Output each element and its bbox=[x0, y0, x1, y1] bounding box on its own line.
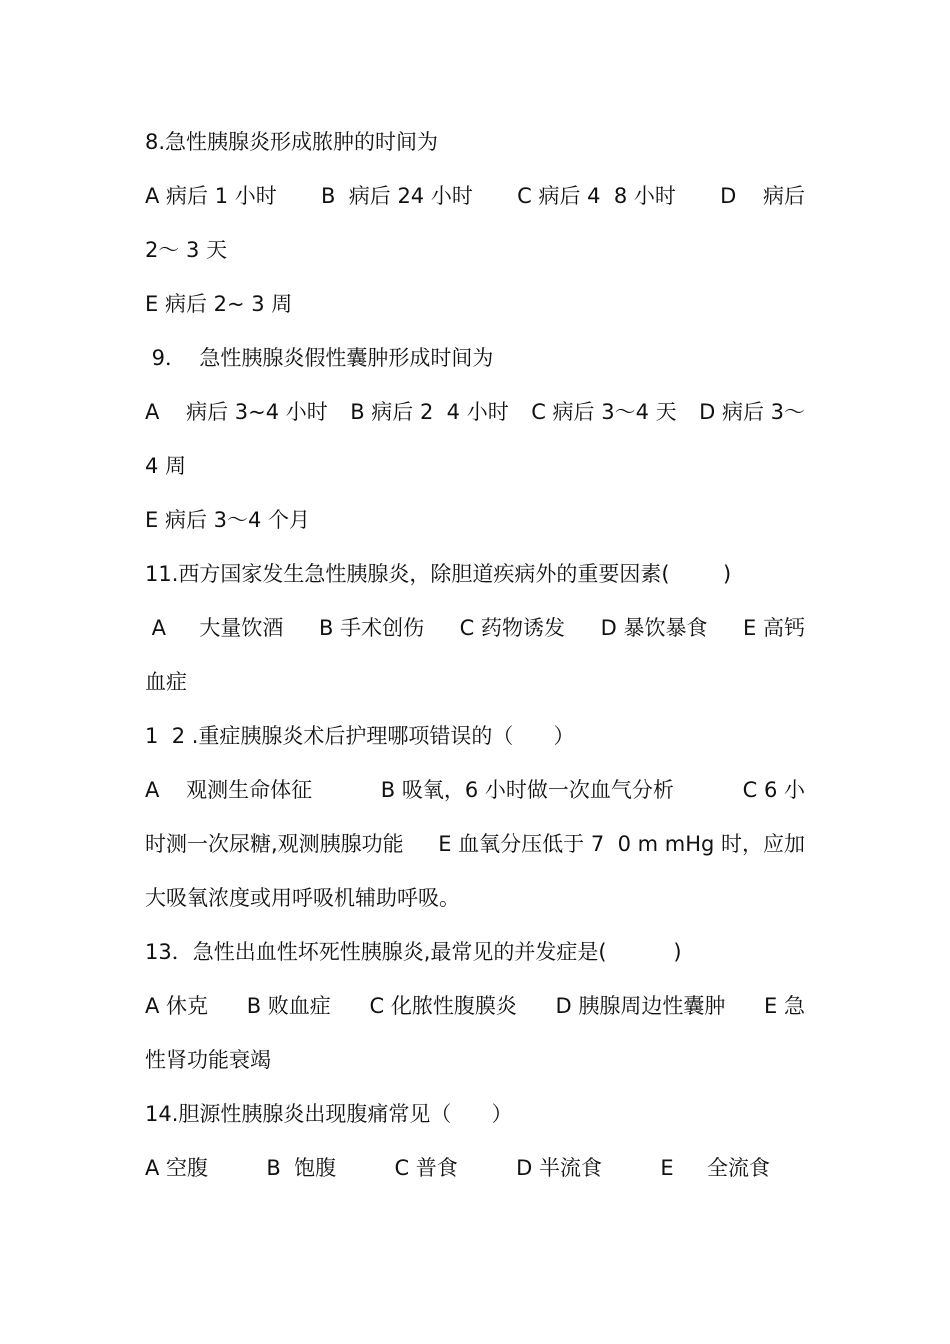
option-c: C 病后 4 8 小时 bbox=[517, 184, 676, 208]
option-a: A 病后 3~4 小时 bbox=[145, 400, 328, 424]
option-b: B 饱腹 bbox=[266, 1156, 337, 1180]
question-13-option-e-continued: 性肾功能衰竭 bbox=[145, 1048, 271, 1072]
option-e: E 全流食 bbox=[660, 1156, 770, 1180]
option-e: E 高钙 bbox=[743, 616, 805, 640]
question-8-stem: 8.急性胰腺炎形成脓肿的时间为 bbox=[145, 130, 439, 154]
question-12-stem: 1 2 .重症胰腺炎术后护理哪项错误的（ ） bbox=[145, 724, 575, 748]
option-d: D 胰腺周边性囊肿 bbox=[555, 994, 726, 1018]
option-c: C 药物诱发 bbox=[459, 616, 566, 640]
question-9-options bbox=[145, 399, 805, 425]
option-c: C 病后 3～4 天 bbox=[531, 400, 677, 424]
option-d: D 暴饮暴食 bbox=[600, 616, 708, 640]
option-b: B 吸氧，6 小时做一次血气分析 bbox=[380, 778, 674, 802]
option-a: A 病后 1 小时 bbox=[145, 184, 277, 208]
option-d: D 半流食 bbox=[516, 1156, 602, 1180]
option-c: C 6 小 bbox=[742, 778, 805, 802]
question-11-option-e-continued: 血症 bbox=[145, 670, 187, 694]
option-c: C 化脓性腹膜炎 bbox=[369, 994, 517, 1018]
question-12-options-line-1 bbox=[145, 777, 805, 803]
question-14-options bbox=[145, 1155, 770, 1181]
question-12-options-line-3: 大吸氧浓度或用呼吸机辅助呼吸。 bbox=[145, 886, 460, 910]
option-b: B 手术创伤 bbox=[319, 616, 425, 640]
option-e: E 急 bbox=[764, 994, 805, 1018]
option-a: A 大量饮酒 bbox=[145, 616, 284, 640]
question-13-options bbox=[145, 993, 805, 1019]
option-a: A 观测生命体征 bbox=[145, 778, 313, 802]
option-c: C 普食 bbox=[394, 1156, 458, 1180]
option-a: A 空腹 bbox=[145, 1156, 209, 1180]
question-14-stem: 14.胆源性胰腺炎出现腹痛常见（ ） bbox=[145, 1102, 513, 1126]
question-12-options-line-2 bbox=[145, 831, 805, 857]
question-13-stem: 13．急性出血性坏死性胰腺炎,最常见的并发症是( ) bbox=[145, 940, 682, 964]
option-c-continued: 时测一次尿糖,观测胰腺功能 bbox=[145, 832, 404, 856]
option-b: B 病后 24 小时 bbox=[321, 184, 473, 208]
question-9-option-d-continued: 4 周 bbox=[145, 454, 187, 478]
question-8-option-d-continued: 2～ 3 天 bbox=[145, 238, 228, 262]
question-11-options bbox=[145, 615, 805, 641]
option-b: B 败血症 bbox=[246, 994, 331, 1018]
option-b: B 病后 2 4 小时 bbox=[350, 400, 509, 424]
question-8-option-e: E 病后 2~ 3 周 bbox=[145, 292, 293, 316]
option-a: A 休克 bbox=[145, 994, 209, 1018]
option-e: E 血氧分压低于 7 0 m mHg 时，应加 bbox=[438, 832, 805, 856]
question-9-option-e: E 病后 3～4 个月 bbox=[145, 508, 311, 532]
option-d: D 病后 3～ bbox=[699, 400, 805, 424]
question-11-stem: 11.西方国家发生急性胰腺炎，除胆道疾病外的重要因素( ) bbox=[145, 562, 732, 586]
question-8-options bbox=[145, 183, 805, 209]
question-9-stem: 9． 急性胰腺炎假性囊肿形成时间为 bbox=[145, 346, 494, 370]
option-d: D 病后 bbox=[720, 184, 805, 208]
